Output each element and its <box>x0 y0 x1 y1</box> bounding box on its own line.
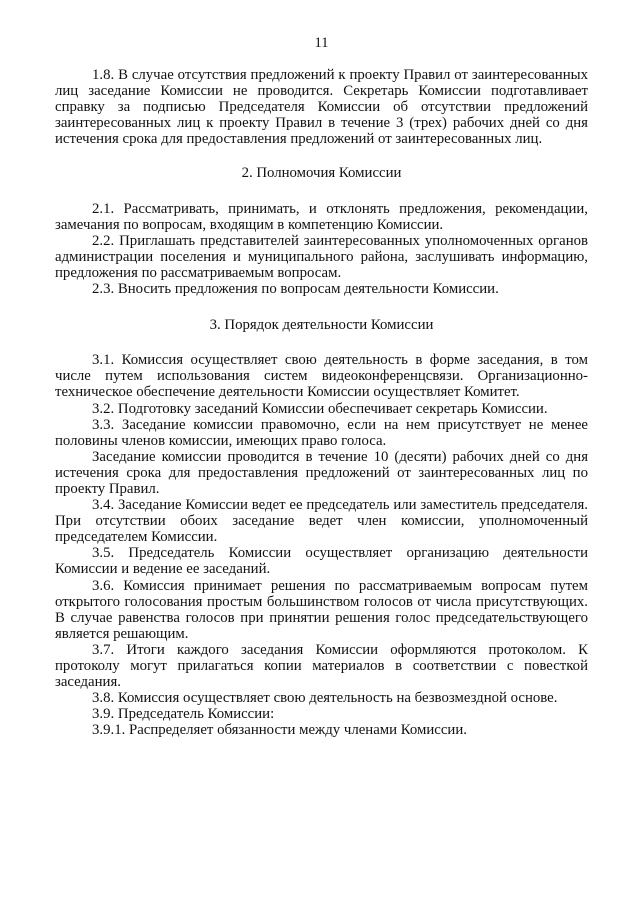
paragraph-2-3: 2.3. Вносить предложения по вопросам деятельности Комиссии. <box>92 281 499 298</box>
paragraph-3-1: 3.1. Комиссия осуществляет свою деятельность в форме заседания, в том числе путем использования систем видеоконференцсвязи. Организационно-техническое обеспечение деятельности Комиссии осуществляет Комитет. <box>55 352 588 401</box>
paragraph-3-5: 3.5. Председатель Комиссии осуществляет организацию деятельности Комиссии и ведение ее заседаний. <box>55 545 588 578</box>
paragraph-1-8: 1.8. В случае отсутствия предложений к проекту Правил от заинтересованных лиц заседание Комиссии не проводится. Секретарь Комиссии подготавливает справку за подписью Председателя Комиссии об отсутствии предложений заинтересованных лиц к проекту Правил в течение 3 (трех) рабочих дней со дня истечения срока для предоставления предложений от заинтересованных лиц. <box>55 67 588 148</box>
paragraph-3-3: 3.3. Заседание комиссии правомочно, если на нем присутствует не менее половины членов комиссии, имеющих право голоса. <box>55 416 588 449</box>
paragraph-2-1: 2.1. Рассматривать, принимать, и отклонять предложения, рекомендации, замечания по вопросам, входящим в компетенцию Комиссии. <box>55 200 588 233</box>
paragraph-3-6: 3.6. Комиссия принимает решения по рассматриваемым вопросам путем открытого голосования простым большинством голосов от числа присутствующих. В случае равенства голосов при принятии решения голос председательствующего является решающим. <box>55 577 588 642</box>
paragraph-3-3-meeting-term: Заседание комиссии проводится в течение 10 (десяти) рабочих дней со дня истечения срока для предоставления предложений от заинтересованных лиц по проекту Правил. <box>55 448 588 497</box>
paragraph-3-4: 3.4. Заседание Комиссии ведет ее председатель или заместитель председателя. При отсутствии обоих заседание ведет член комиссии, уполномоченный председателем Комиссии. <box>55 497 588 546</box>
paragraph-3-9: 3.9. Председатель Комиссии: <box>92 706 275 723</box>
paragraph-3-2: 3.2. Подготовку заседаний Комиссии обеспечивает секретарь Комиссии. <box>92 400 548 417</box>
section-2-title: 2. Полномочия Комиссии <box>241 165 402 182</box>
section-3-title: 3. Порядок деятельности Комиссии <box>209 317 434 334</box>
paragraph-2-2: 2.2. Приглашать представителей заинтересованных уполномоченных органов администрации поселения и муниципального района, заслушивать информацию, предложения по рассматриваемым вопросам. <box>55 232 588 281</box>
paragraph-3-9-1: 3.9.1. Распределяет обязанности между членами Комиссии. <box>92 722 467 739</box>
paragraph-3-8: 3.8. Комиссия осуществляет свою деятельность на безвозмездной основе. <box>92 690 558 707</box>
page-number: 11 <box>314 35 329 51</box>
paragraph-3-7: 3.7. Итоги каждого заседания Комиссии оформляются протоколом. К протоколу могут прилагаться копии материалов в соответствии с повесткой заседания. <box>55 641 588 691</box>
